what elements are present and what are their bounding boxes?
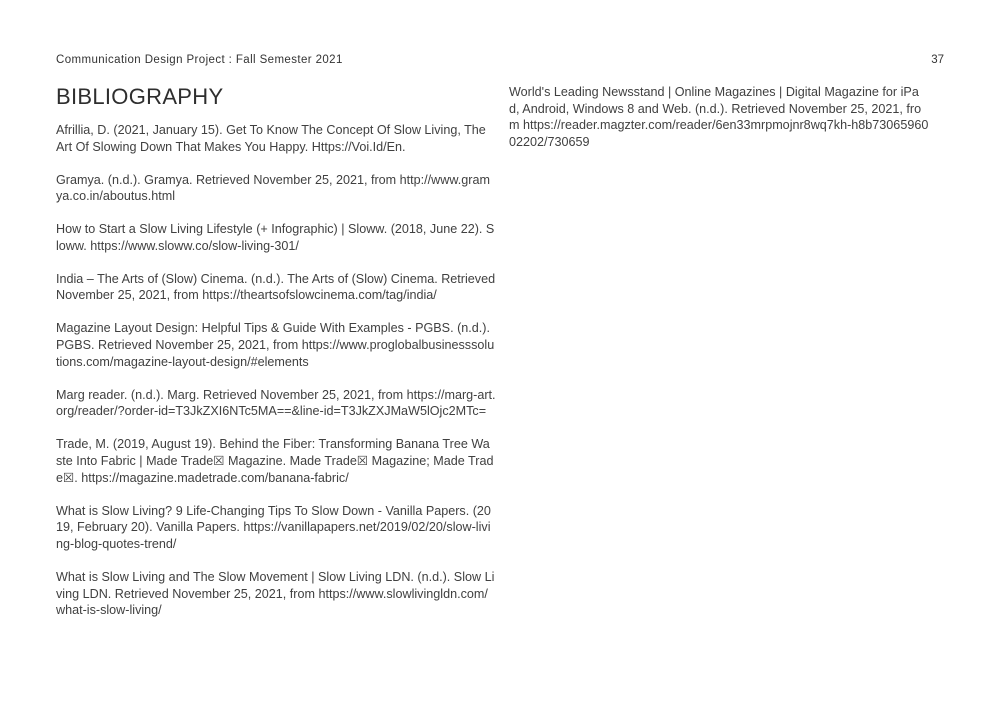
bibliography-entry: India – The Arts of (Slow) Cinema. (n.d.). The Arts of (Slow) Cinema. Retrieved November 25, 2021, from https://theartsofslowcinema.com/tag/india/	[56, 271, 496, 303]
bibliography-entry: Magazine Layout Design: Helpful Tips & Guide With Examples - PGBS. (n.d.). PGBS. Retrieved November 25, 2021, from https://www.proglobalbusinesssolutions.com/magazine-layout-design/#elements	[56, 321, 495, 369]
bibliography-entry: How to Start a Slow Living Lifestyle (+ Infographic) | Sloww. (2018, June 22). Sloww. https://www.sloww.co/slow-living-301/	[56, 222, 495, 253]
bibliography-title: BIBLIOGRAPHY	[56, 84, 224, 109]
bibliography-entry: Trade, M. (2019, August 19). Behind the Fiber: Transforming Banana Tree Waste Into Fabric | Made Trade☒ Magazine. Made Trade☒ Magazine; Made Trade☒. https://magazine.madetrade.com/banana-fabric/	[56, 437, 494, 485]
page-number: 37	[931, 54, 944, 66]
bibliography-entry: What is Slow Living? 9 Life-Changing Tips To Slow Down - Vanilla Papers. (2019, February 20). Vanilla Papers. https://vanillapapers.net/2019/02/20/slow-living-blog-quotes-trend/	[56, 503, 491, 551]
running-header: Communication Design Project : Fall Semester 2021	[56, 54, 343, 66]
bibliography-entry: Gramya. (n.d.). Gramya. Retrieved November 25, 2021, from http://www.gramya.co.in/aboutus.html	[56, 172, 490, 204]
bibliography-entry: World's Leading Newsstand | Online Magazines | Digital Magazine for iPad, Android, Windows 8 and Web. (n.d.). Retrieved November 25, 2021, from https://reader.magzter.com/reader/6en33mrpmojnr8wq7kh-h8b7306596002202/730659	[509, 85, 929, 150]
bibliography-left-column	[56, 84, 496, 635]
bibliography-entry: Afrillia, D. (2021, January 15). Get To Know The Concept Of Slow Living, The Art Of Slowing Down That Makes You Happy. Https://Voi.Id/En.	[56, 123, 486, 154]
bibliography-right-column	[509, 84, 929, 151]
bibliography-entry: What is Slow Living and The Slow Movement | Slow Living LDN. (n.d.). Slow Living LDN. Retrieved November 25, 2021, from https://www.slowlivingldn.com/what-is-slow-living/	[56, 569, 495, 618]
bibliography-entry: Marg reader. (n.d.). Marg. Retrieved November 25, 2021, from https://marg-art.org/reader/?order-id=T3JkZXI6NTc5MA==&line-id=T3JkZXJMaW5lOjc2MTc=	[56, 387, 496, 419]
